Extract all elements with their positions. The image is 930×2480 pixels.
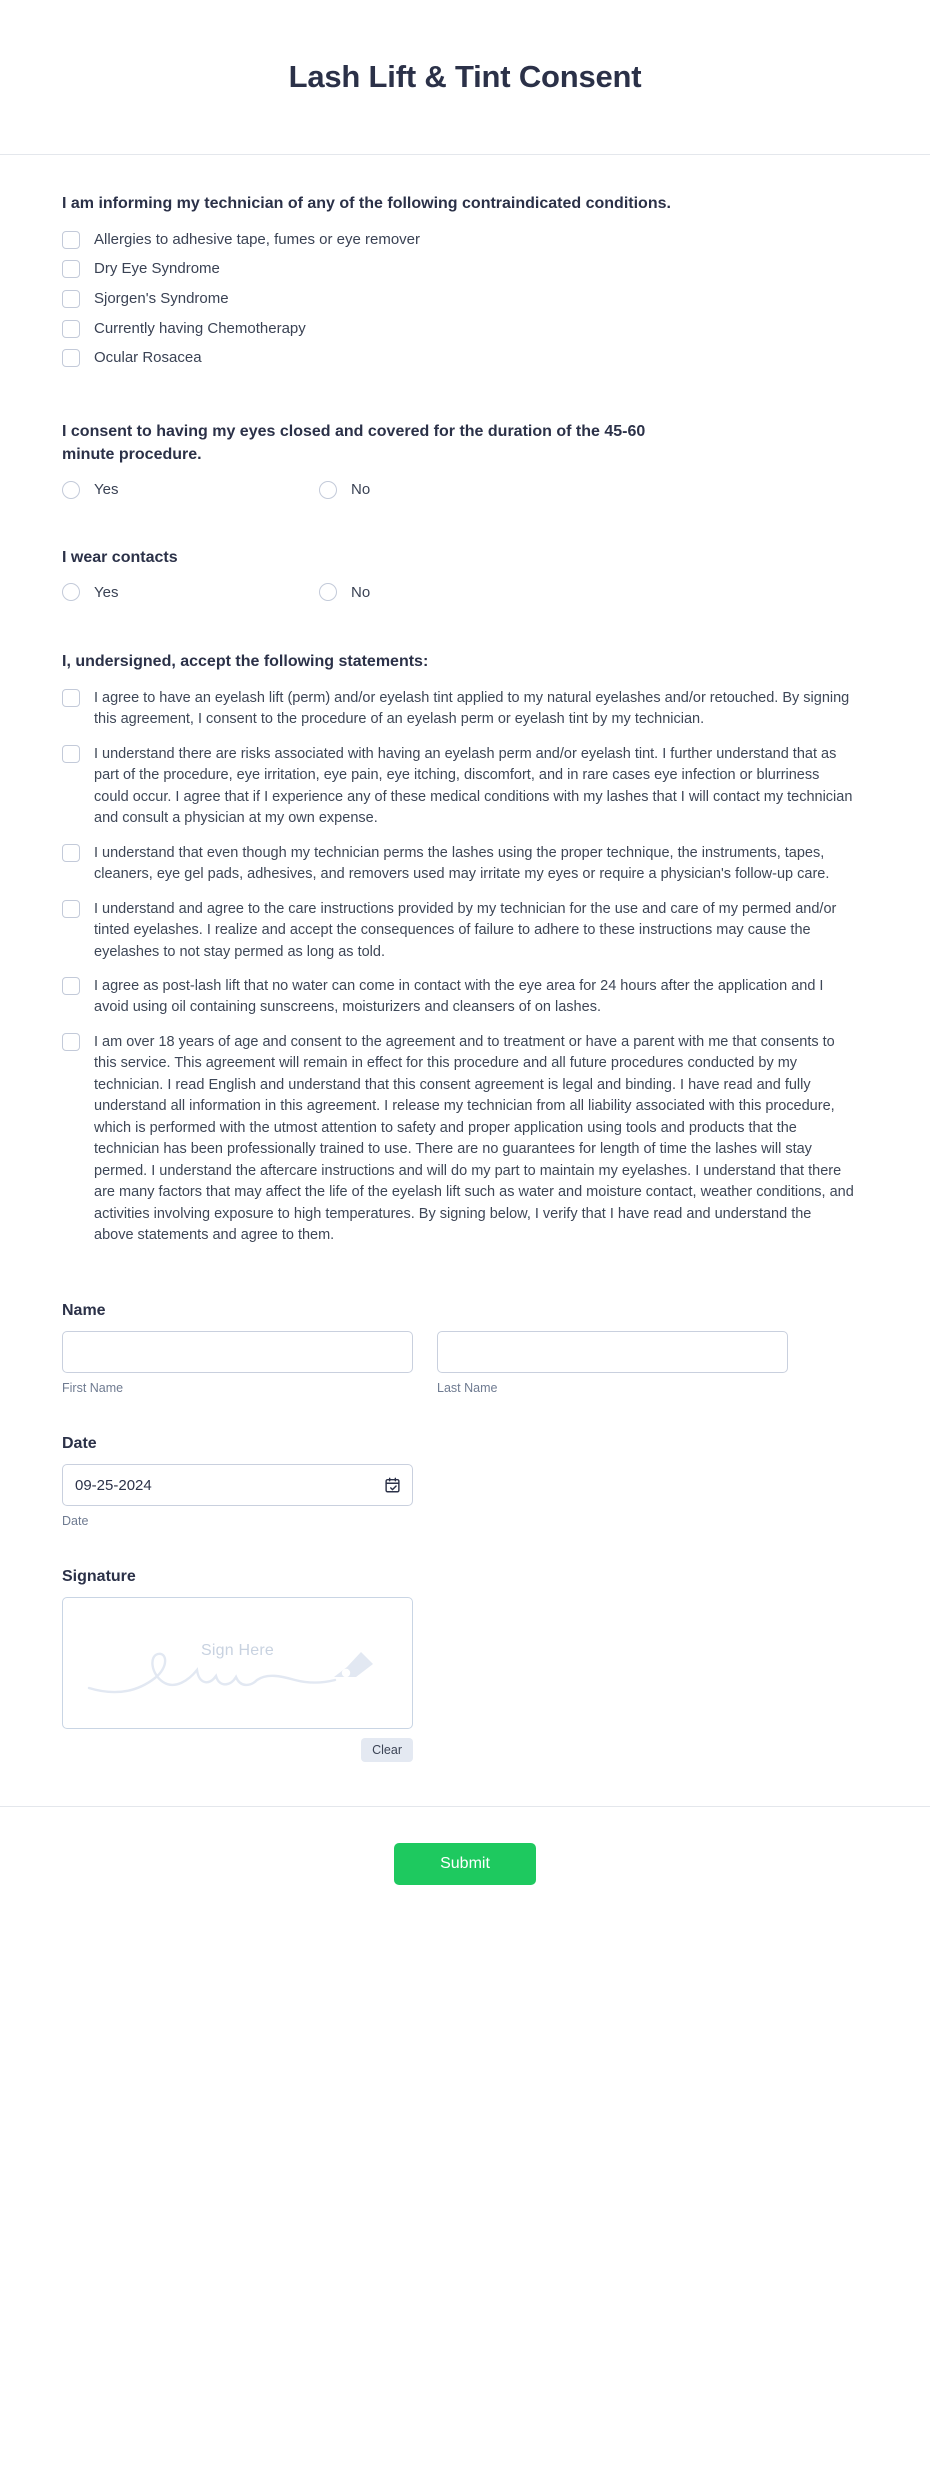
radio-label: Yes (94, 583, 119, 601)
radio-group-eyes-closed-consent (62, 481, 868, 499)
signature-placeholder: Sign Here (201, 1642, 274, 1660)
last-name-sublabel: Last Name (437, 1381, 498, 1396)
statement-row-agree-eyelash-lift[interactable] (62, 688, 868, 731)
first-name-input[interactable] (62, 1331, 413, 1373)
submit-button[interactable]: Submit (394, 1843, 536, 1885)
radio-option-yes[interactable] (62, 481, 319, 499)
checkbox-icon[interactable] (62, 260, 80, 278)
statement-text: I understand that even though my technician perms the lashes using the proper technique, the instruments, tapes, cleaners, eye gel pads, adhesives, and removers used may irritate my eyes or require a physician's follow-up care. (94, 844, 830, 883)
checkbox-icon[interactable] (62, 844, 80, 862)
field-signature (62, 1568, 868, 1762)
checkbox-icon[interactable] (62, 349, 80, 367)
checkbox-icon[interactable] (62, 231, 80, 249)
radio-option-yes[interactable] (62, 583, 319, 601)
radio-label: No (351, 583, 371, 601)
date-label: Date (62, 1435, 97, 1453)
wear-contacts-label: I wear contacts (62, 548, 178, 566)
radio-label: Yes (94, 481, 119, 499)
checkbox-row-ocular-rosacea[interactable] (62, 348, 868, 369)
checkbox-label: Currently having Chemotherapy (94, 319, 306, 337)
signature-pad[interactable] (62, 1597, 413, 1729)
statement-row-no-water-24-hours[interactable] (62, 976, 868, 1019)
signature-clear-row (62, 1738, 413, 1762)
question-statements (62, 651, 868, 1246)
field-name (62, 1302, 868, 1395)
checkbox-icon[interactable] (62, 745, 80, 763)
checkbox-label: Allergies to adhesive tape, fumes or eye remover (94, 230, 420, 248)
radio-icon[interactable] (319, 583, 337, 601)
form-footer (0, 1806, 930, 1929)
checkbox-label: Ocular Rosacea (94, 349, 202, 367)
form-header (0, 0, 930, 155)
statement-text: I understand there are risks associated with having an eyelash perm and/or eyelash tint. I further understand that as part of the procedure, eye irritation, eye pain, eye itching, discomfort, and in rare cases eye infection or blurriness could occur. I agree that if I experience any of these medical conditions with my lashes that I will contact my technician and consult a physician at my own expense. (94, 745, 853, 827)
checkbox-row-allergies[interactable] (62, 230, 868, 251)
last-name-input[interactable] (437, 1331, 788, 1373)
date-sublabel: Date (62, 1514, 89, 1529)
question-eyes-closed-consent (62, 421, 868, 498)
statement-text: I agree to have an eyelash lift (perm) and/or eyelash tint applied to my natural eyelashes and/or retouched. By signing this agreement, I consent to the procedure of an eyelash perm or eyelash tint by my technician. (94, 690, 850, 728)
name-inputs-row (62, 1331, 868, 1395)
last-name-column (437, 1331, 788, 1395)
statement-text: I agree as post-lash lift that no water can come in contact with the eye area for 24 hours after the application and I avoid using oil containing sunscreens, moisturizers and cleansers of on lashes. (94, 978, 824, 1016)
checkbox-icon[interactable] (62, 1033, 80, 1051)
form-body (0, 155, 930, 1762)
statement-row-risks[interactable] (62, 744, 868, 830)
checkbox-icon[interactable] (62, 320, 80, 338)
clear-signature-button[interactable]: Clear (361, 1738, 413, 1762)
checkbox-label: Dry Eye Syndrome (94, 260, 220, 278)
date-input[interactable] (62, 1464, 413, 1506)
radio-icon[interactable] (319, 481, 337, 499)
statement-text: I am over 18 years of age and consent to the agreement and to treatment or have a parent with me that consents to this service. This agreement will remain in effect for this procedure and all future procedures conducted by my technician. I read English and understand that this consent agreement is legal and binding. I have read and fully understand all information in this agreement. I release my technician from all liability associated with this procedure, which is performed with the utmost attention to safety and proper application using tools and products that the technician has been professionally trained to use. There are no guarantees for length of time the lashes will stay permed. I understand the aftercare instructions and will do my part to maintain my eyelashes. I understand that there are many factors that may affect the life of the eyelash lift such as water and moisture contact, weather conditions, and activities involving exposure to high temperatures. By signing below, I verify that I have read and understand the above statements and agree to them. (94, 1033, 854, 1243)
signature-flourish-icon (85, 1640, 385, 1702)
checkbox-label: Sjorgen's Syndrome (94, 290, 229, 308)
checkbox-icon[interactable] (62, 977, 80, 995)
checkbox-row-chemotherapy[interactable] (62, 319, 868, 340)
statement-text: I understand and agree to the care instructions provided by my technician for the use and care of my permed and/or tinted eyelashes. I realize and accept the consequences of failure to adhere to these instructions may cause the eyelashes to not stay permed as long as told. (94, 900, 837, 960)
checkbox-row-sjorgens-syndrome[interactable] (62, 289, 868, 310)
name-label: Name (62, 1302, 106, 1320)
radio-label: No (351, 481, 371, 499)
first-name-sublabel: First Name (62, 1381, 124, 1396)
eyes-closed-consent-label: I consent to having my eyes closed and covered for the duration of the 45-60 minute procedure. (62, 423, 646, 463)
field-date (62, 1435, 868, 1528)
radio-group-wear-contacts (62, 583, 868, 601)
question-contraindications (62, 193, 868, 369)
question-wear-contacts (62, 547, 868, 602)
radio-option-no[interactable] (319, 583, 576, 601)
signature-label: Signature (62, 1568, 136, 1586)
radio-icon[interactable] (62, 481, 80, 499)
date-input-wrapper (62, 1464, 413, 1506)
checkbox-row-dry-eye-syndrome[interactable] (62, 259, 868, 280)
statement-row-care-instructions[interactable] (62, 899, 868, 963)
first-name-column (62, 1331, 413, 1395)
contraindications-label: I am informing my technician of any of the following contraindicated conditions. (62, 195, 671, 212)
statement-row-over-18-liability[interactable] (62, 1032, 868, 1247)
statement-row-technique-irritation[interactable] (62, 843, 868, 886)
page-title: Lash Lift & Tint Consent (288, 59, 642, 94)
checkbox-icon[interactable] (62, 290, 80, 308)
radio-option-no[interactable] (319, 481, 576, 499)
calendar-check-icon[interactable] (384, 1477, 401, 1494)
radio-icon[interactable] (62, 583, 80, 601)
checkbox-icon[interactable] (62, 689, 80, 707)
checkbox-icon[interactable] (62, 900, 80, 918)
statements-label: I, undersigned, accept the following statements: (62, 653, 429, 671)
